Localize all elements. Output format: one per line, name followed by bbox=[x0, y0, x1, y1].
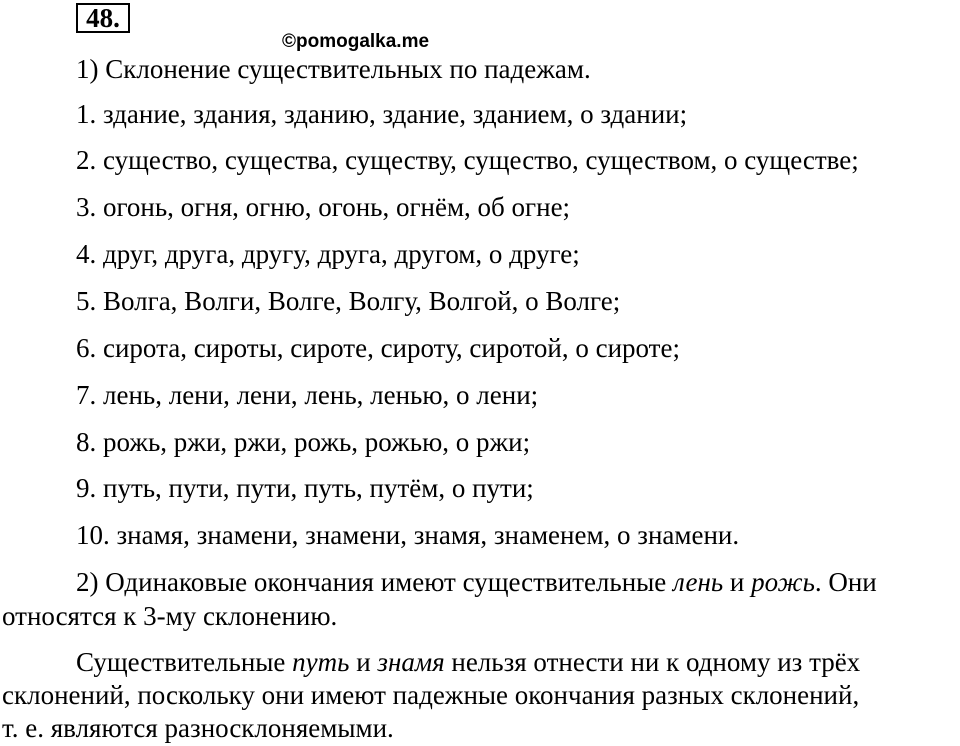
part2-paragraph2-line3: т. е. являются разносклоняемыми. bbox=[2, 713, 394, 743]
text-segment: 2) Одинаковые окончания имеют существительные bbox=[76, 567, 674, 597]
italic-word-len: лень bbox=[673, 567, 724, 597]
part2-paragraph2-line2: склонений, поскольку они имеют падежные окончания разных склонений, bbox=[2, 680, 860, 710]
declension-item: 3. огонь, огня, огню, огонь, огнём, об огне; bbox=[76, 192, 571, 222]
declension-item: 5. Волга, Волги, Волге, Волгу, Волгой, о Волге; bbox=[76, 286, 621, 316]
text-segment: . Они bbox=[814, 567, 877, 597]
italic-word-rozh: рожь bbox=[751, 567, 815, 597]
text-segment: Существительные bbox=[76, 647, 293, 677]
declension-item: 8. рожь, ржи, ржи, рожь, рожью, о ржи; bbox=[76, 427, 531, 457]
part2-paragraph1-line2: относятся к 3-му склонению. bbox=[2, 601, 338, 631]
declension-item: 1. здание, здания, зданию, здание, зданием, о здании; bbox=[76, 99, 688, 129]
text-segment: и bbox=[723, 567, 752, 597]
text-segment: нельзя отнести ни к одному из трёх bbox=[444, 647, 861, 677]
exercise-number: 48. bbox=[76, 3, 130, 33]
declension-item: 4. друг, друга, другу, друга, другом, о друге; bbox=[76, 239, 580, 269]
italic-word-put: путь bbox=[292, 647, 350, 677]
part2-paragraph1-line1 bbox=[76, 566, 877, 598]
declension-item: 6. сирота, сироты, сироте, сироту, сиротой, о сироте; bbox=[76, 333, 680, 363]
declension-item: 2. существо, существа, существу, существо, существом, о существе; bbox=[76, 145, 859, 175]
part1-heading: 1) Склонение существительных по падежам. bbox=[76, 54, 591, 84]
part2-paragraph2-line1 bbox=[76, 646, 860, 678]
italic-word-znamya: знамя bbox=[377, 647, 445, 677]
watermark: ©pomogalka.me bbox=[282, 31, 430, 52]
declension-item: 9. путь, пути, пути, путь, путём, о пути; bbox=[76, 473, 534, 503]
declension-item: 10. знамя, знамени, знамени, знамя, знаменем, о знамени. bbox=[76, 520, 740, 550]
declension-item: 7. лень, лени, лени, лень, ленью, о лени; bbox=[76, 380, 539, 410]
text-segment: и bbox=[349, 647, 378, 677]
